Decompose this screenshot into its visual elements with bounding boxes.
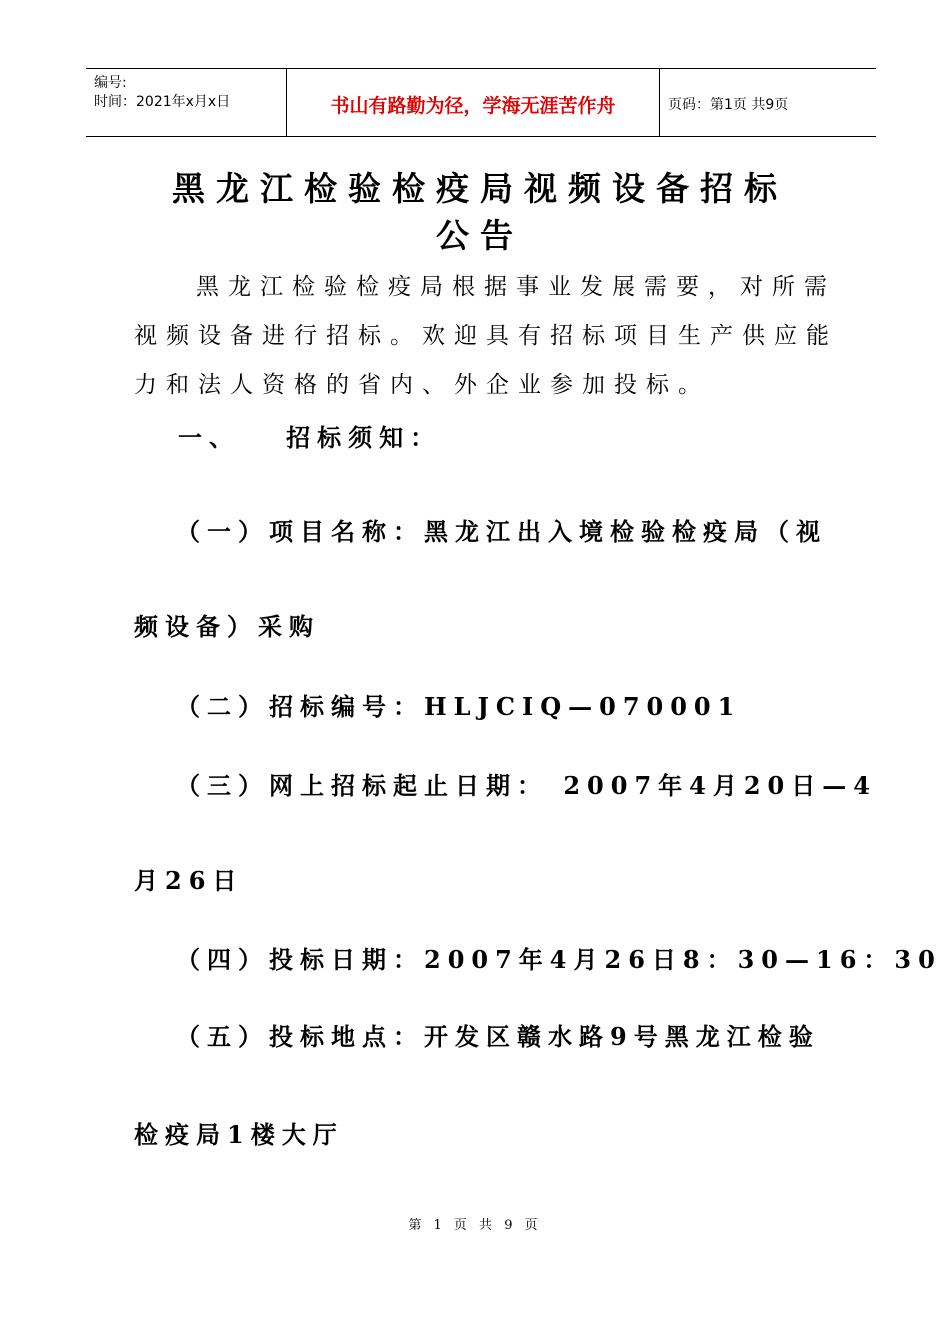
header-meta-cell: [86, 69, 286, 136]
item-project-name-line1: （一）项目名称：黑龙江出入境检验检疫局（视: [176, 517, 827, 546]
header-page-info: 页码：第1页 共9页: [668, 97, 789, 113]
intro-paragraph-line1: 黑龙江检验检疫局根据事业发展需要，对所需: [196, 274, 836, 300]
document-number-label: 编号:: [94, 75, 127, 91]
item-online-dates-line1: （三）网上招标起止日期： 2007年4月20日—4: [176, 771, 877, 800]
document-title-line1: 黑龙江检验检疫局视频设备招标: [172, 169, 788, 208]
intro-paragraph-line2: 视频设备进行招标。欢迎具有招标项目生产供应能: [134, 323, 838, 349]
document-header: [86, 68, 876, 137]
intro-paragraph-line3: 力和法人资格的省内、外企业参加投标。: [134, 372, 710, 398]
document-title-line2: 公告: [436, 216, 524, 255]
page-footer: 第 1 页 共 9 页: [408, 1218, 542, 1233]
item-bid-location-line2: 检疫局1楼大厅: [134, 1120, 344, 1149]
item-online-dates-line2: 月26日: [134, 866, 244, 895]
item-bid-number: （二）招标编号：HLJCIQ—070001: [176, 692, 742, 721]
item-project-name-line2: 频设备）采购: [134, 612, 320, 641]
header-page-cell: [660, 69, 876, 136]
item-bid-location-line1: （五）投标地点：开发区赣水路9号黑龙江检验: [176, 1022, 820, 1051]
header-motto-cell: [286, 69, 660, 136]
document-date: 时间：2021年x月x日: [94, 94, 231, 110]
section-heading-bidding-notice: 一、 招标须知：: [178, 423, 442, 452]
item-bid-date: （四）投标日期：2007年4月26日8：30—16：30: [176, 945, 942, 974]
header-motto: 书山有路勤为径，学海无涯苦作舟: [330, 95, 616, 117]
